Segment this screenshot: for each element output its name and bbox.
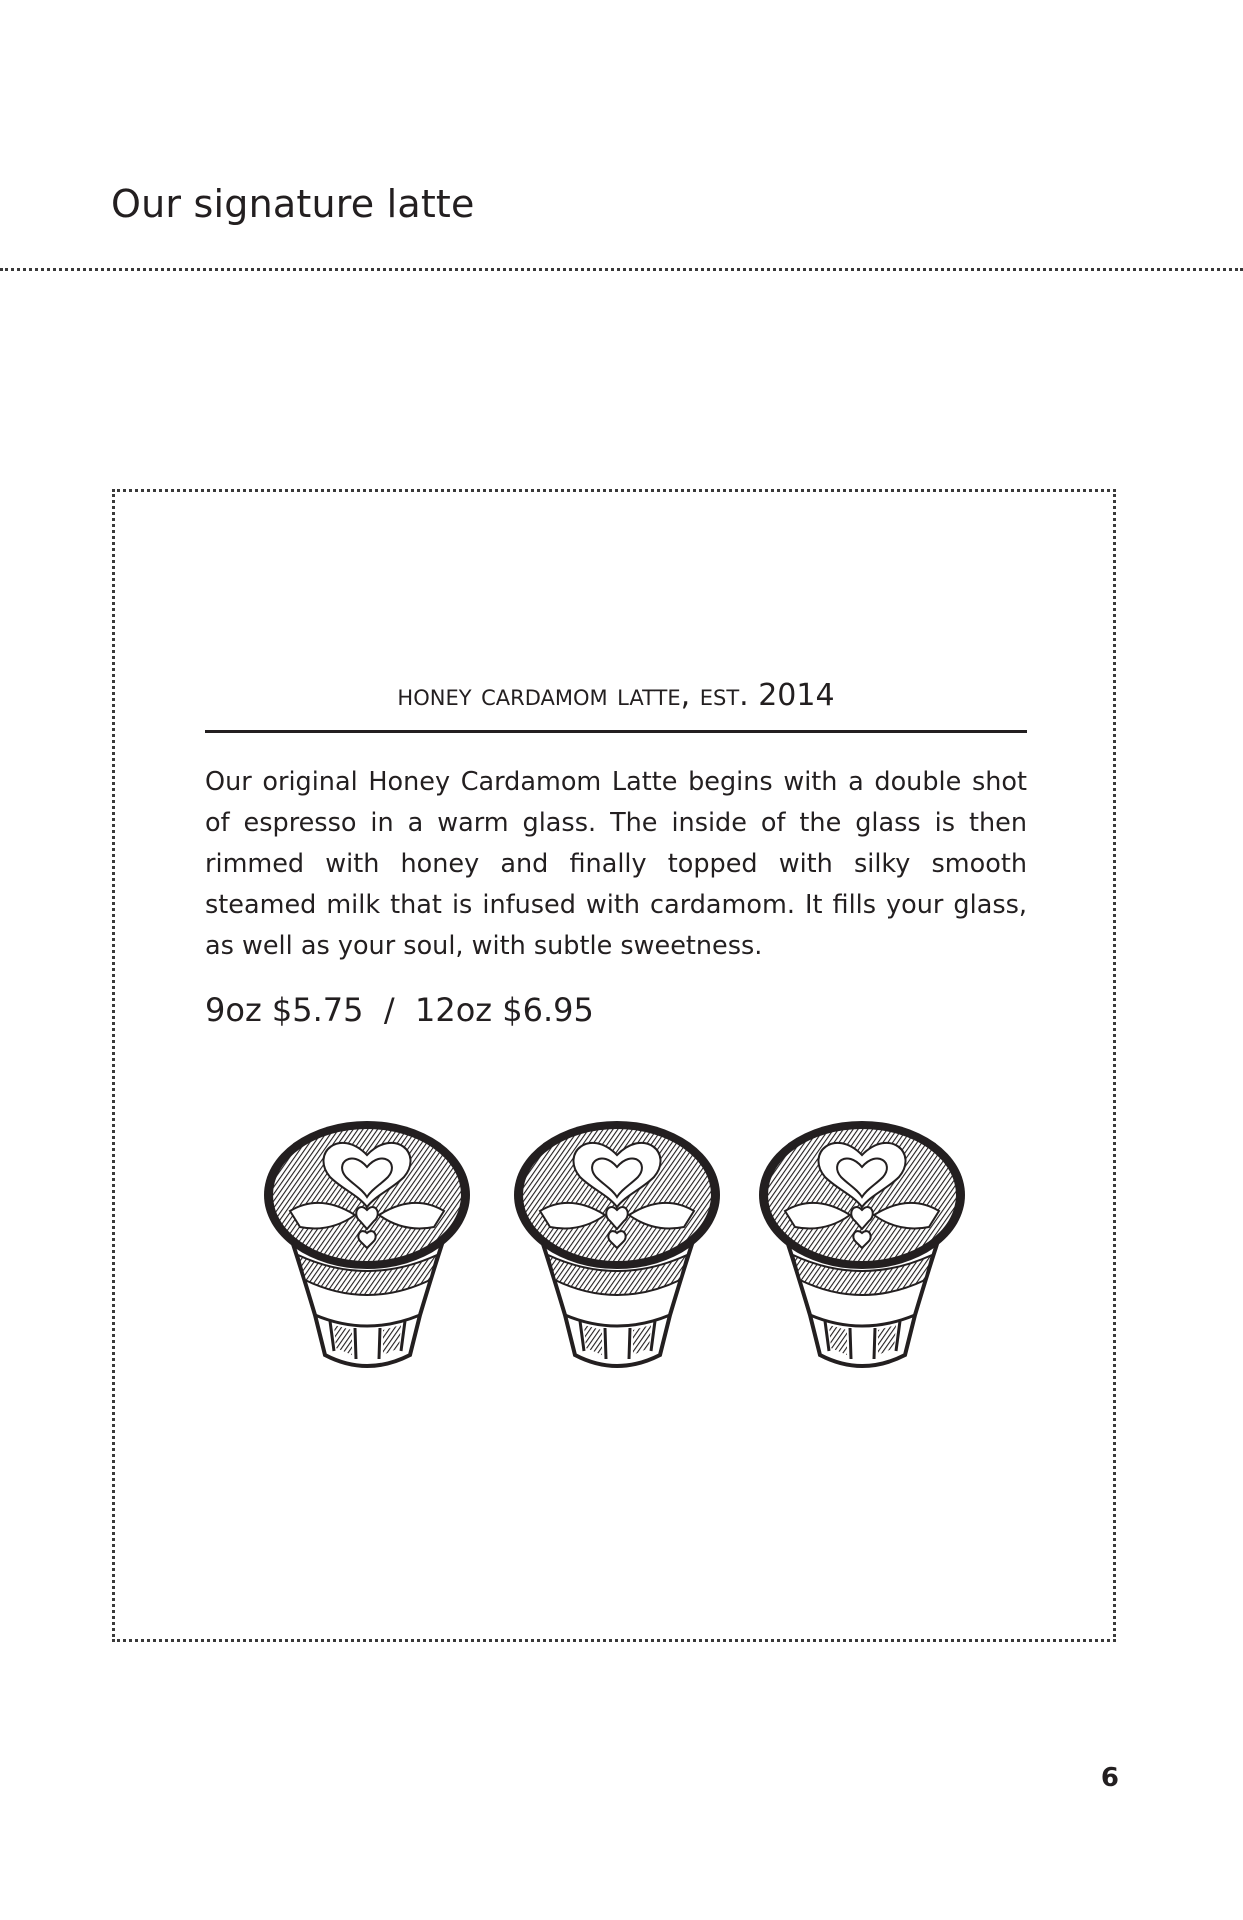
title-divider (0, 268, 1243, 271)
drink-name-underline (205, 730, 1027, 733)
latte-glass-icon (510, 1115, 725, 1375)
latte-glass-icon (755, 1115, 970, 1375)
page-number: 6 (1100, 1763, 1119, 1793)
latte-illustration (260, 1115, 980, 1375)
latte-glass-icon (260, 1115, 475, 1375)
page-title: Our signature latte (111, 182, 475, 226)
menu-card (112, 489, 1116, 1642)
drink-name-text: honey cardamom latte, est. 2014 (397, 678, 835, 713)
drink-price: 9oz $5.75 / 12oz $6.95 (205, 991, 594, 1029)
drink-name (205, 678, 1027, 714)
drink-description: Our original Honey Cardamom Latte begins with a double shot of espresso in a warm glass. The inside of the glass is then rimmed with honey and finally topped with silky smooth steamed milk that is infused with cardamom. It fills your glass, as well as your soul, with subtle sweetness. (205, 767, 1027, 961)
